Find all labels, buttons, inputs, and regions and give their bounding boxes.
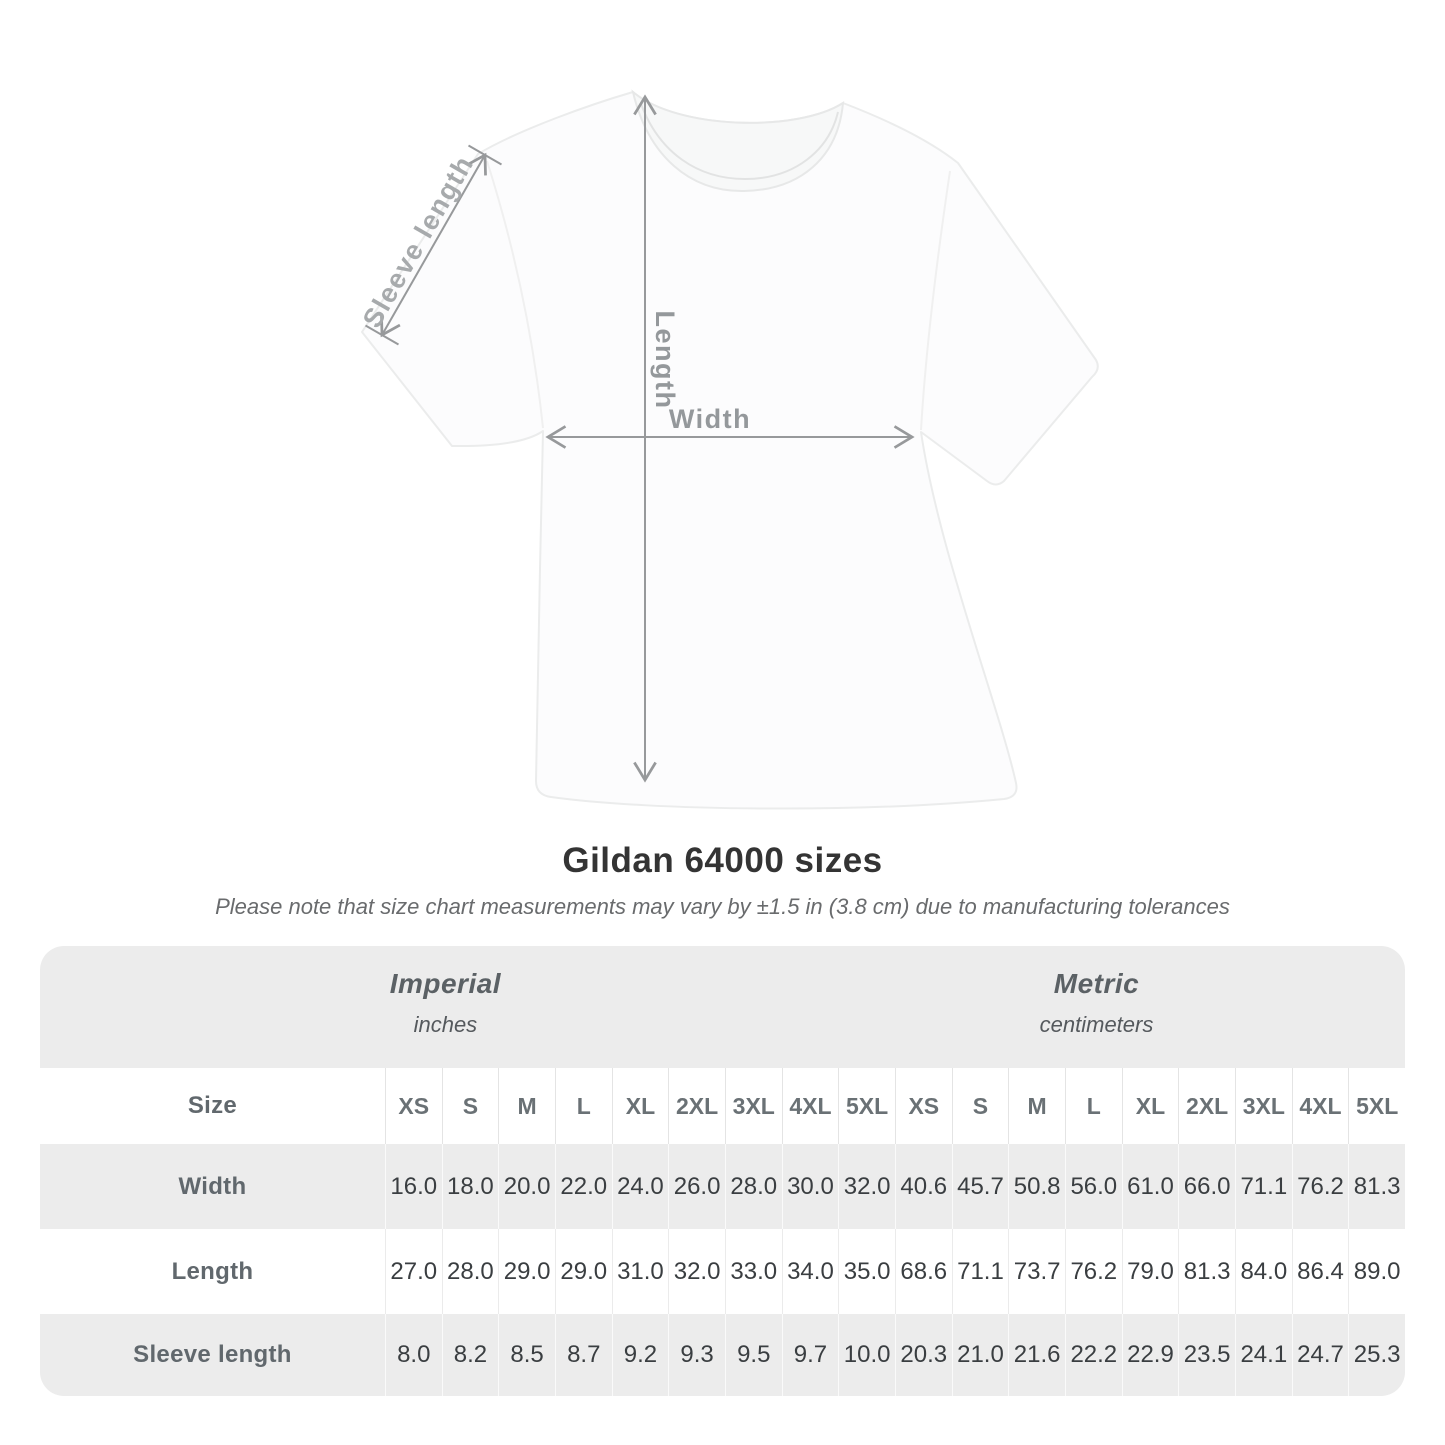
value-cell-metric: 73.7 bbox=[1008, 1229, 1065, 1314]
size-col-header-metric: 2XL bbox=[1178, 1068, 1235, 1144]
size-col-header-imperial: 4XL bbox=[782, 1068, 839, 1144]
value-cell-imperial: 34.0 bbox=[782, 1229, 839, 1314]
size-col-header-metric: XL bbox=[1122, 1068, 1179, 1144]
value-cell-metric: 50.8 bbox=[1008, 1144, 1065, 1229]
value-cell-metric: 89.0 bbox=[1348, 1229, 1405, 1314]
value-cell-metric: 25.3 bbox=[1348, 1314, 1405, 1396]
imperial-label: Imperial bbox=[389, 968, 502, 999]
size-col-header-imperial: M bbox=[498, 1068, 555, 1144]
value-cell-metric: 22.2 bbox=[1065, 1314, 1122, 1396]
page-title: Gildan 64000 sizes bbox=[562, 841, 883, 880]
row-label: Width bbox=[178, 1172, 247, 1200]
size-header-row bbox=[40, 1068, 1405, 1144]
tshirt-outline bbox=[362, 92, 1098, 809]
table-row-sleeve-length bbox=[40, 1314, 1405, 1396]
size-col-header-imperial: 3XL bbox=[725, 1068, 782, 1144]
value-cell-metric: 20.3 bbox=[895, 1314, 952, 1396]
value-cell-metric: 24.7 bbox=[1292, 1314, 1349, 1396]
size-col-header-metric: 4XL bbox=[1292, 1068, 1349, 1144]
value-cell-metric: 76.2 bbox=[1292, 1144, 1349, 1229]
size-col-header-metric: XS bbox=[895, 1068, 952, 1144]
value-cell-metric: 86.4 bbox=[1292, 1229, 1349, 1314]
size-col-header-imperial: XL bbox=[612, 1068, 669, 1144]
size-table-body bbox=[40, 1068, 1405, 1396]
tolerance-note: Please note that size chart measurements may vary by ±1.5 in (3.8 cm) due to manufacturing tolerances bbox=[215, 894, 1230, 919]
unit-group-metric bbox=[1040, 968, 1154, 1038]
value-cell-imperial: 30.0 bbox=[782, 1144, 839, 1229]
value-cell-imperial: 35.0 bbox=[838, 1229, 895, 1314]
value-cell-imperial: 9.7 bbox=[782, 1314, 839, 1396]
value-cell-imperial: 28.0 bbox=[725, 1144, 782, 1229]
value-cell-metric: 81.3 bbox=[1348, 1144, 1405, 1229]
value-cell-imperial: 32.0 bbox=[668, 1229, 725, 1314]
value-cell-imperial: 8.5 bbox=[498, 1314, 555, 1396]
value-cell-imperial: 8.7 bbox=[555, 1314, 612, 1396]
size-column-label: Size bbox=[187, 1092, 238, 1119]
value-cell-imperial: 27.0 bbox=[385, 1229, 442, 1314]
value-cell-imperial: 9.5 bbox=[725, 1314, 782, 1396]
value-cell-metric: 21.0 bbox=[952, 1314, 1009, 1396]
width-label: Width bbox=[668, 404, 752, 434]
value-cell-metric: 84.0 bbox=[1235, 1229, 1292, 1314]
value-cell-imperial: 10.0 bbox=[838, 1314, 895, 1396]
value-cell-imperial: 31.0 bbox=[612, 1229, 669, 1314]
title-block bbox=[0, 841, 1445, 920]
unit-group-imperial bbox=[390, 968, 501, 1038]
centimeters-label: centimeters bbox=[1039, 1012, 1154, 1037]
value-cell-metric: 21.6 bbox=[1008, 1314, 1065, 1396]
value-cell-imperial: 28.0 bbox=[442, 1229, 499, 1314]
length-label: Length bbox=[650, 310, 680, 410]
value-cell-metric: 45.7 bbox=[952, 1144, 1009, 1229]
value-cell-imperial: 24.0 bbox=[612, 1144, 669, 1229]
value-cell-imperial: 29.0 bbox=[498, 1229, 555, 1314]
value-cell-imperial: 9.3 bbox=[668, 1314, 725, 1396]
table-row-length bbox=[40, 1229, 1405, 1314]
value-cell-imperial: 29.0 bbox=[555, 1229, 612, 1314]
size-col-header-imperial: S bbox=[442, 1068, 499, 1144]
sleeve-length-label: Sleeve length bbox=[356, 150, 480, 333]
size-col-header-imperial: XS bbox=[385, 1068, 442, 1144]
value-cell-metric: 61.0 bbox=[1122, 1144, 1179, 1229]
units-header-band bbox=[40, 946, 1405, 1068]
size-col-header-metric: M bbox=[1008, 1068, 1065, 1144]
value-cell-metric: 68.6 bbox=[895, 1229, 952, 1314]
size-col-header-imperial: 2XL bbox=[668, 1068, 725, 1144]
size-col-header-metric: 5XL bbox=[1348, 1068, 1405, 1144]
size-col-header-imperial: 5XL bbox=[838, 1068, 895, 1144]
value-cell-metric: 71.1 bbox=[952, 1229, 1009, 1314]
value-cell-metric: 56.0 bbox=[1065, 1144, 1122, 1229]
inches-label: inches bbox=[413, 1012, 478, 1037]
row-label: Length bbox=[171, 1257, 254, 1285]
value-cell-imperial: 20.0 bbox=[498, 1144, 555, 1229]
value-cell-imperial: 16.0 bbox=[385, 1144, 442, 1229]
value-cell-metric: 71.1 bbox=[1235, 1144, 1292, 1229]
value-cell-imperial: 22.0 bbox=[555, 1144, 612, 1229]
value-cell-imperial: 9.2 bbox=[612, 1314, 669, 1396]
size-col-header-metric: S bbox=[952, 1068, 1009, 1144]
value-cell-metric: 40.6 bbox=[895, 1144, 952, 1229]
size-col-header-metric: L bbox=[1065, 1068, 1122, 1144]
value-cell-metric: 76.2 bbox=[1065, 1229, 1122, 1314]
size-table bbox=[40, 946, 1405, 1396]
value-cell-metric: 79.0 bbox=[1122, 1229, 1179, 1314]
value-cell-metric: 66.0 bbox=[1178, 1144, 1235, 1229]
value-cell-imperial: 18.0 bbox=[442, 1144, 499, 1229]
metric-label: Metric bbox=[1053, 968, 1140, 999]
value-cell-metric: 23.5 bbox=[1178, 1314, 1235, 1396]
row-label: Sleeve length bbox=[133, 1341, 292, 1368]
value-cell-metric: 22.9 bbox=[1122, 1314, 1179, 1396]
table-row-width bbox=[40, 1144, 1405, 1229]
value-cell-metric: 24.1 bbox=[1235, 1314, 1292, 1396]
value-cell-imperial: 26.0 bbox=[668, 1144, 725, 1229]
value-cell-imperial: 32.0 bbox=[838, 1144, 895, 1229]
value-cell-metric: 81.3 bbox=[1178, 1229, 1235, 1314]
size-col-header-imperial: L bbox=[555, 1068, 612, 1144]
value-cell-imperial: 8.2 bbox=[442, 1314, 499, 1396]
value-cell-imperial: 33.0 bbox=[725, 1229, 782, 1314]
value-cell-imperial: 8.0 bbox=[385, 1314, 442, 1396]
size-col-header-metric: 3XL bbox=[1235, 1068, 1292, 1144]
